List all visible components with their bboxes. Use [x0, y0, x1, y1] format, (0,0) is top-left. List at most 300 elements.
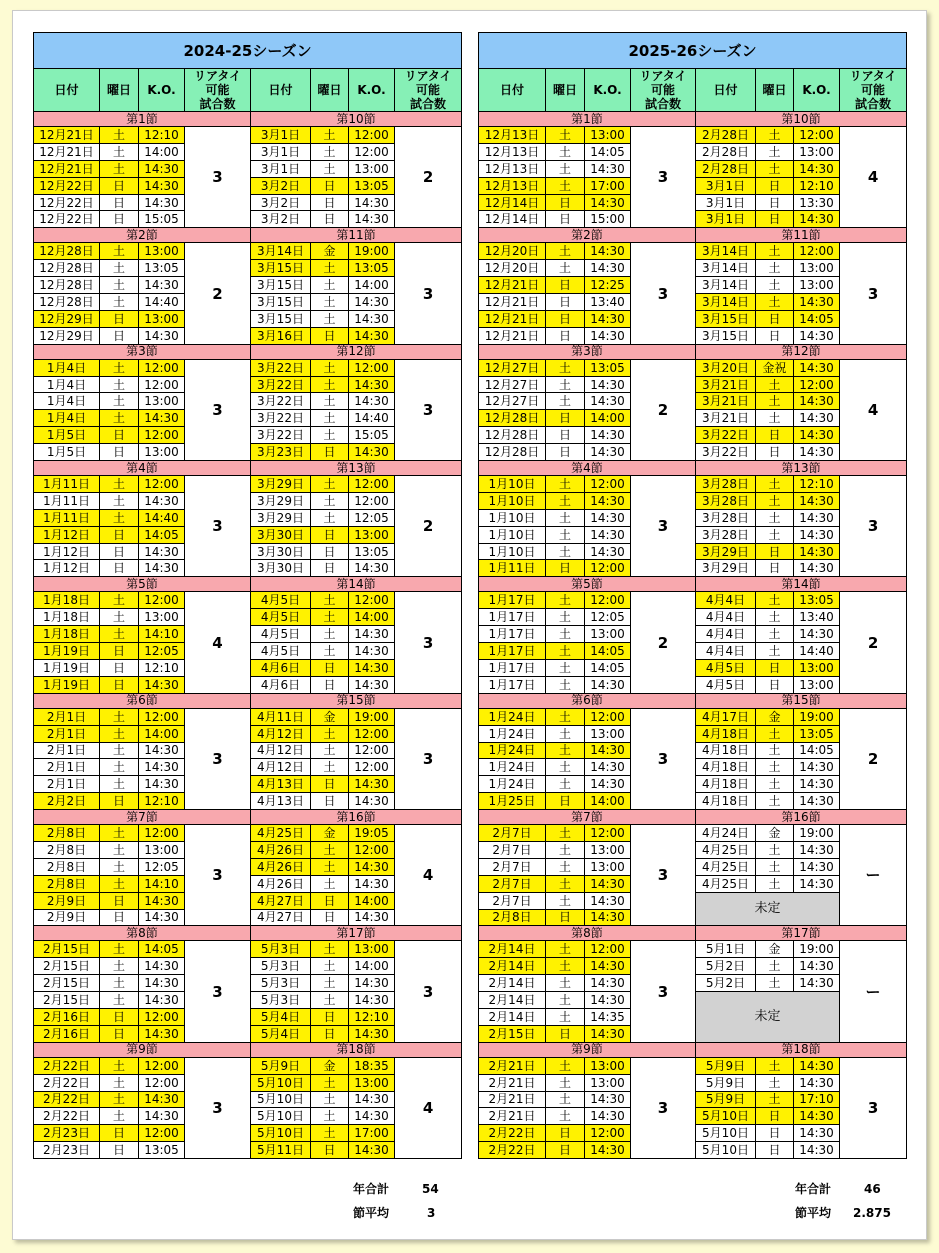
game-day: 日 [546, 444, 585, 461]
game-kickoff: 12:00 [349, 725, 395, 742]
game-kickoff: 14:30 [139, 759, 185, 776]
round-row [479, 810, 907, 825]
game-date: 1月25日 [479, 793, 546, 810]
game-date: 2月21日 [479, 1074, 546, 1091]
round-row [479, 112, 907, 127]
game-day: 土 [756, 1074, 794, 1091]
game-day: 土 [756, 160, 794, 177]
game-date: 4月18日 [696, 742, 756, 759]
game-date: 2月16日 [34, 1025, 100, 1042]
game-date: 3月30日 [251, 543, 311, 560]
watchable-count: 3 [185, 708, 251, 809]
game-date: 4月18日 [696, 776, 756, 793]
round-label: 第10節 [251, 112, 462, 127]
game-day: 土 [546, 858, 585, 875]
game-kickoff: 14:30 [349, 1025, 395, 1042]
game-date: 5月10日 [251, 1125, 311, 1142]
game-day: 日 [546, 427, 585, 444]
game-date: 12月13日 [479, 127, 546, 144]
round-label: 第15節 [696, 693, 907, 708]
game-day: 土 [100, 975, 139, 992]
game-date: 2月22日 [34, 1091, 100, 1108]
game-date: 5月10日 [696, 1108, 756, 1125]
game-date: 4月4日 [696, 626, 756, 643]
game-kickoff: 13:40 [585, 294, 631, 311]
game-day: 日 [756, 1108, 794, 1125]
col-header-count-line: 試合数 [410, 97, 447, 111]
game-kickoff: 13:00 [794, 676, 840, 693]
game-date: 3月20日 [696, 359, 756, 376]
game-kickoff: 12:00 [349, 143, 395, 160]
game-day: 日 [311, 1008, 349, 1025]
game-day: 金祝 [756, 359, 794, 376]
game-day: 土 [756, 643, 794, 660]
game-kickoff: 14:30 [794, 327, 840, 344]
game-date: 2月9日 [34, 909, 100, 926]
game-kickoff: 19:00 [794, 825, 840, 842]
game-day: 土 [311, 359, 349, 376]
game-kickoff: 14:30 [794, 359, 840, 376]
game-kickoff: 14:30 [585, 509, 631, 526]
game-kickoff: 14:35 [585, 1008, 631, 1025]
game-day: 日 [756, 543, 794, 560]
game-kickoff: 12:00 [139, 592, 185, 609]
game-date: 1月17日 [479, 676, 546, 693]
game-date: 1月4日 [34, 410, 100, 427]
game-kickoff: 14:30 [794, 1057, 840, 1074]
game-kickoff: 12:00 [585, 476, 631, 493]
game-row [34, 708, 462, 725]
watchable-count: 4 [395, 825, 462, 926]
game-date: 1月10日 [479, 476, 546, 493]
round-label: 第6節 [34, 693, 251, 708]
game-kickoff: 13:05 [349, 543, 395, 560]
round-label: 第18節 [696, 1042, 907, 1057]
game-day: 日 [100, 177, 139, 194]
game-date: 2月28日 [696, 160, 756, 177]
game-kickoff: 14:30 [794, 543, 840, 560]
game-day: 日 [311, 659, 349, 676]
game-day: 日 [100, 793, 139, 810]
game-day: 土 [100, 776, 139, 793]
game-day: 日 [546, 211, 585, 228]
average-label: 節平均 [353, 1206, 390, 1220]
game-kickoff: 12:05 [349, 509, 395, 526]
game-kickoff: 12:10 [349, 1008, 395, 1025]
game-date: 5月9日 [696, 1091, 756, 1108]
game-kickoff: 14:30 [349, 560, 395, 577]
game-date: 4月27日 [251, 909, 311, 926]
game-date: 3月1日 [251, 160, 311, 177]
game-day: 土 [311, 427, 349, 444]
game-kickoff: 14:30 [794, 294, 840, 311]
game-day: 土 [546, 243, 585, 260]
game-day: 土 [546, 359, 585, 376]
game-kickoff: 14:30 [585, 243, 631, 260]
game-kickoff: 14:30 [349, 1091, 395, 1108]
season-title: 2025-26シーズン [479, 33, 907, 69]
game-row [34, 127, 462, 144]
game-day: 日 [100, 560, 139, 577]
game-day: 日 [756, 427, 794, 444]
round-row [34, 693, 462, 708]
game-day: 土 [100, 825, 139, 842]
game-row [34, 941, 462, 958]
watchable-count: 3 [185, 1057, 251, 1158]
game-date: 12月29日 [34, 310, 100, 327]
game-kickoff: 14:40 [139, 294, 185, 311]
game-kickoff: 14:30 [585, 376, 631, 393]
game-day: 土 [756, 509, 794, 526]
game-date: 3月22日 [251, 376, 311, 393]
game-date: 12月22日 [34, 177, 100, 194]
game-date: 4月12日 [251, 742, 311, 759]
game-date: 5月2日 [696, 958, 756, 975]
watchable-count: 2 [185, 243, 251, 344]
round-label: 第14節 [696, 577, 907, 592]
game-day: 日 [756, 211, 794, 228]
game-day: 土 [100, 143, 139, 160]
game-row [479, 941, 907, 958]
game-kickoff: 13:00 [349, 160, 395, 177]
game-day: 日 [546, 310, 585, 327]
game-kickoff: 14:30 [349, 294, 395, 311]
game-kickoff: 14:30 [794, 211, 840, 228]
game-day: 日 [100, 909, 139, 926]
game-day: 日 [100, 310, 139, 327]
game-date: 5月3日 [251, 975, 311, 992]
game-day: 土 [311, 410, 349, 427]
game-date: 3月22日 [251, 359, 311, 376]
game-row [34, 1057, 462, 1074]
game-date: 2月14日 [479, 975, 546, 992]
game-date: 4月27日 [251, 892, 311, 909]
game-kickoff: 13:05 [794, 592, 840, 609]
game-day: 土 [546, 941, 585, 958]
game-kickoff: 14:30 [794, 1125, 840, 1142]
game-kickoff: 14:30 [139, 177, 185, 194]
game-date: 1月18日 [34, 592, 100, 609]
game-kickoff: 12:00 [585, 708, 631, 725]
game-day: 土 [546, 543, 585, 560]
game-day: 日 [100, 543, 139, 560]
game-date: 1月17日 [479, 609, 546, 626]
game-date: 3月15日 [251, 294, 311, 311]
game-date: 12月13日 [479, 143, 546, 160]
game-day: 土 [546, 1108, 585, 1125]
game-kickoff: 14:00 [349, 892, 395, 909]
game-day: 土 [756, 260, 794, 277]
game-date: 12月27日 [479, 359, 546, 376]
game-kickoff: 14:30 [139, 194, 185, 211]
game-date: 12月27日 [479, 376, 546, 393]
game-day: 土 [311, 143, 349, 160]
game-kickoff: 13:00 [139, 393, 185, 410]
game-day: 土 [756, 127, 794, 144]
round-row [479, 693, 907, 708]
game-date: 5月11日 [251, 1142, 311, 1159]
game-kickoff: 12:00 [349, 841, 395, 858]
game-date: 2月15日 [34, 958, 100, 975]
game-date: 2月1日 [34, 708, 100, 725]
game-day: 日 [311, 676, 349, 693]
round-label: 第7節 [479, 810, 696, 825]
round-row [34, 1042, 462, 1057]
game-date: 2月22日 [34, 1108, 100, 1125]
game-date: 5月10日 [251, 1074, 311, 1091]
game-kickoff: 13:05 [585, 359, 631, 376]
game-day: 日 [311, 793, 349, 810]
game-kickoff: 13:00 [794, 659, 840, 676]
game-kickoff: 14:30 [139, 975, 185, 992]
watchable-count: 3 [631, 243, 696, 344]
average-value: 2.875 [853, 1206, 891, 1220]
game-date: 2月2日 [34, 793, 100, 810]
game-kickoff: 14:30 [139, 1091, 185, 1108]
game-kickoff: 14:30 [349, 992, 395, 1009]
col-header-count-line: 試合数 [644, 97, 681, 111]
game-kickoff: 12:00 [349, 742, 395, 759]
game-kickoff: 14:30 [139, 992, 185, 1009]
game-kickoff: 14:00 [349, 277, 395, 294]
game-kickoff: 12:00 [349, 592, 395, 609]
game-day: 土 [311, 1108, 349, 1125]
game-day: 土 [546, 643, 585, 660]
game-kickoff: 14:30 [349, 875, 395, 892]
game-date: 3月14日 [696, 260, 756, 277]
game-day: 日 [546, 1125, 585, 1142]
game-date: 1月12日 [34, 526, 100, 543]
game-date: 3月14日 [696, 277, 756, 294]
game-kickoff: 14:30 [139, 676, 185, 693]
watchable-count: 3 [395, 592, 462, 693]
game-day: 土 [100, 609, 139, 626]
game-kickoff: 14:30 [349, 376, 395, 393]
game-day: 土 [756, 975, 794, 992]
game-day: 土 [546, 992, 585, 1009]
game-date: 12月14日 [479, 211, 546, 228]
game-date: 12月28日 [479, 410, 546, 427]
game-date: 5月9日 [251, 1057, 311, 1074]
game-date: 2月22日 [34, 1057, 100, 1074]
game-day: 土 [311, 509, 349, 526]
game-day: 日 [311, 560, 349, 577]
col-header-date: 日付 [479, 69, 546, 112]
col-header-count-line: 可能 [650, 83, 675, 97]
game-day: 土 [546, 127, 585, 144]
round-row [479, 461, 907, 476]
game-date: 4月18日 [696, 725, 756, 742]
game-row [34, 825, 462, 842]
round-label: 第5節 [479, 577, 696, 592]
game-day: 土 [756, 759, 794, 776]
game-day: 土 [546, 825, 585, 842]
game-kickoff: 14:30 [349, 194, 395, 211]
game-kickoff: 14:30 [794, 509, 840, 526]
game-date: 3月15日 [251, 260, 311, 277]
game-kickoff: 14:40 [349, 410, 395, 427]
game-day: 日 [756, 676, 794, 693]
game-day: 日 [311, 327, 349, 344]
round-label: 第14節 [251, 577, 462, 592]
game-date: 12月28日 [34, 277, 100, 294]
round-label: 第6節 [479, 693, 696, 708]
game-kickoff: 12:00 [139, 1074, 185, 1091]
game-day: 土 [546, 1057, 585, 1074]
game-kickoff: 12:05 [139, 643, 185, 660]
game-date: 4月4日 [696, 609, 756, 626]
game-date: 4月18日 [696, 793, 756, 810]
game-date: 3月28日 [696, 492, 756, 509]
game-day: 日 [546, 327, 585, 344]
game-kickoff: 12:05 [585, 609, 631, 626]
game-day: 土 [100, 1108, 139, 1125]
game-day: 土 [311, 1091, 349, 1108]
round-label: 第2節 [34, 228, 251, 243]
game-day: 土 [100, 1057, 139, 1074]
game-day: 土 [546, 509, 585, 526]
game-day: 日 [100, 1008, 139, 1025]
game-day: 土 [756, 1057, 794, 1074]
col-header-count [840, 69, 907, 112]
game-date: 2月14日 [479, 958, 546, 975]
game-kickoff: 14:30 [585, 892, 631, 909]
game-day: 土 [546, 160, 585, 177]
game-date: 2月8日 [34, 875, 100, 892]
game-row [479, 708, 907, 725]
round-label: 第15節 [251, 693, 462, 708]
game-day: 日 [756, 1125, 794, 1142]
game-kickoff: 14:30 [585, 260, 631, 277]
game-date: 12月28日 [34, 260, 100, 277]
game-day: 金 [756, 825, 794, 842]
game-date: 5月3日 [251, 941, 311, 958]
game-kickoff: 14:30 [794, 492, 840, 509]
game-day: 日 [100, 526, 139, 543]
game-day: 土 [756, 609, 794, 626]
game-date: 3月1日 [251, 127, 311, 144]
game-kickoff: 14:30 [349, 626, 395, 643]
round-label: 第13節 [251, 461, 462, 476]
game-date: 2月23日 [34, 1125, 100, 1142]
game-day: 土 [311, 592, 349, 609]
game-date: 5月10日 [251, 1108, 311, 1125]
game-date: 1月24日 [479, 725, 546, 742]
game-day: 土 [311, 492, 349, 509]
game-day: 日 [546, 1025, 585, 1042]
game-row [479, 825, 907, 842]
game-date: 1月11日 [479, 560, 546, 577]
game-kickoff: 12:00 [585, 592, 631, 609]
game-day: 土 [311, 127, 349, 144]
game-day: 土 [546, 725, 585, 742]
game-date: 1月10日 [479, 526, 546, 543]
game-date: 1月5日 [34, 427, 100, 444]
game-day: 土 [100, 294, 139, 311]
game-date: 3月1日 [251, 143, 311, 160]
round-label: 第16節 [251, 810, 462, 825]
game-date: 2月22日 [34, 1074, 100, 1091]
tbd-cell: 未定 [696, 992, 840, 1043]
game-day: 土 [756, 858, 794, 875]
total-label: 年合計 [795, 1182, 832, 1196]
game-day: 日 [546, 793, 585, 810]
game-kickoff: 14:30 [585, 759, 631, 776]
game-date: 4月25日 [696, 858, 756, 875]
col-header-day: 曜日 [311, 69, 349, 112]
game-day: 土 [311, 260, 349, 277]
col-header-count-line: リアタイ [849, 69, 897, 83]
game-date: 3月30日 [251, 526, 311, 543]
game-date: 2月1日 [34, 759, 100, 776]
game-day: 日 [756, 327, 794, 344]
game-kickoff: 14:30 [585, 526, 631, 543]
watchable-count: 2 [395, 127, 462, 228]
game-kickoff: 12:10 [794, 177, 840, 194]
game-row [479, 476, 907, 493]
game-kickoff: 12:00 [349, 476, 395, 493]
game-kickoff: 14:00 [349, 958, 395, 975]
game-day: 土 [756, 243, 794, 260]
game-kickoff: 14:30 [349, 327, 395, 344]
col-header-count [395, 69, 462, 112]
game-date: 1月4日 [34, 359, 100, 376]
game-date: 2月7日 [479, 875, 546, 892]
game-row [479, 127, 907, 144]
round-label: 第1節 [34, 112, 251, 127]
game-date: 4月25日 [251, 825, 311, 842]
game-date: 3月30日 [251, 560, 311, 577]
game-day: 土 [311, 643, 349, 660]
game-kickoff: 14:30 [794, 444, 840, 461]
game-date: 4月5日 [696, 659, 756, 676]
game-kickoff: 13:00 [585, 127, 631, 144]
schedule-table [33, 32, 462, 1159]
game-kickoff: 15:05 [139, 211, 185, 228]
game-kickoff: 12:10 [794, 476, 840, 493]
watchable-count: ー [840, 825, 907, 926]
game-date: 1月24日 [479, 708, 546, 725]
game-kickoff: 14:30 [794, 776, 840, 793]
game-kickoff: 14:05 [794, 310, 840, 327]
watchable-count: 2 [631, 592, 696, 693]
game-kickoff: 12:00 [585, 941, 631, 958]
game-kickoff: 14:30 [349, 909, 395, 926]
game-day: 日 [100, 427, 139, 444]
game-date: 2月8日 [34, 841, 100, 858]
game-day: 土 [311, 476, 349, 493]
game-date: 4月4日 [696, 643, 756, 660]
game-date: 3月2日 [251, 194, 311, 211]
game-day: 日 [311, 1025, 349, 1042]
round-row [479, 577, 907, 592]
game-kickoff: 14:30 [585, 875, 631, 892]
game-kickoff: 14:30 [794, 427, 840, 444]
game-date: 5月10日 [696, 1142, 756, 1159]
game-day: 土 [100, 592, 139, 609]
game-kickoff: 17:00 [585, 177, 631, 194]
col-header-count-line: 可能 [205, 83, 230, 97]
game-kickoff: 14:30 [585, 492, 631, 509]
game-kickoff: 12:10 [139, 127, 185, 144]
game-day: 土 [100, 410, 139, 427]
game-date: 2月22日 [479, 1125, 546, 1142]
game-day: 土 [756, 742, 794, 759]
game-date: 2月7日 [479, 825, 546, 842]
game-kickoff: 14:30 [349, 676, 395, 693]
game-date: 1月24日 [479, 759, 546, 776]
game-kickoff: 14:10 [139, 875, 185, 892]
